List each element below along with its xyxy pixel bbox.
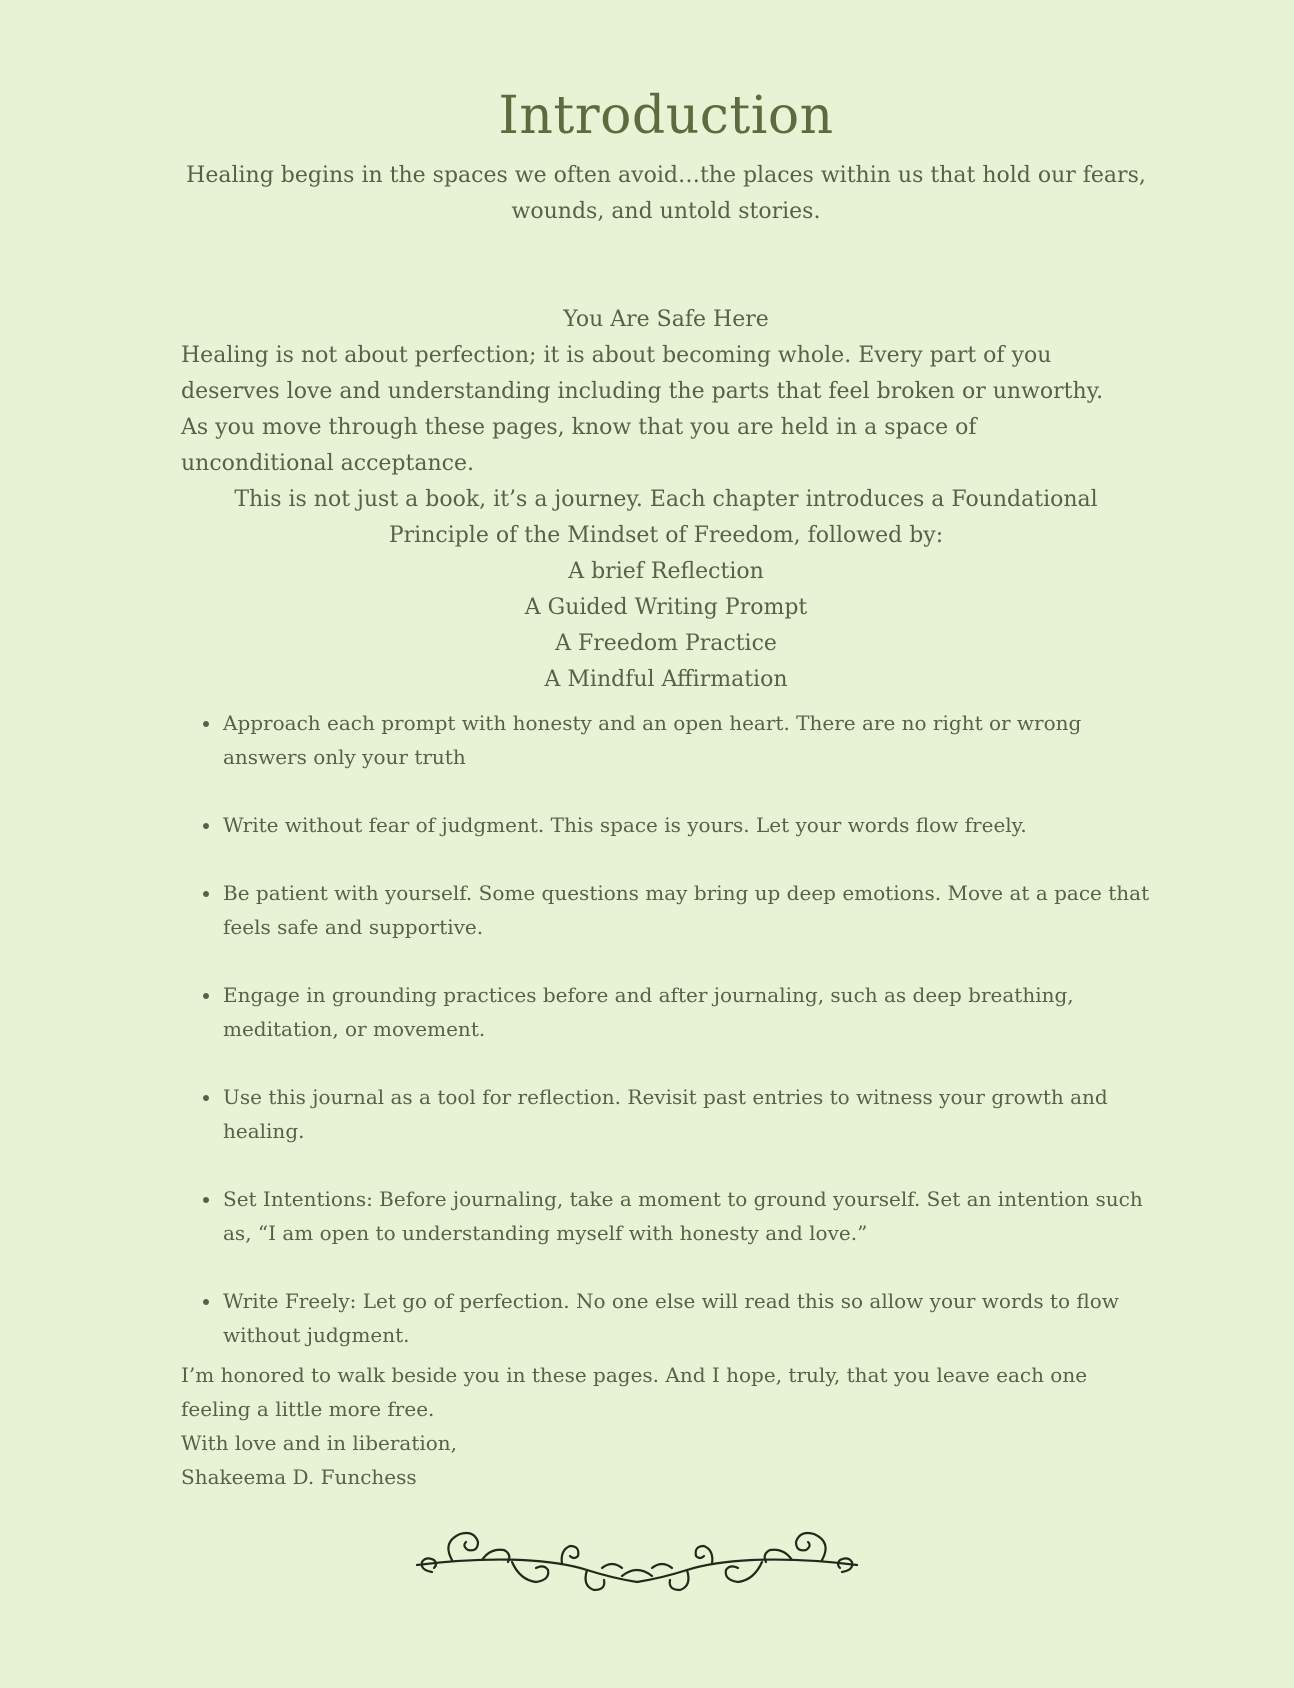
tip-item: Write without fear of judgment. This space is yours. Let your words flow freely. [223, 808, 1163, 842]
flourish-divider-icon [412, 1520, 862, 1600]
page-title: Introduction [498, 86, 834, 146]
section-heading-safe: You Are Safe Here [563, 307, 769, 332]
tip-item: Be patient with yourself. Some questions may bring up deep emotions. Move at a pace that feels safe and supportive. [223, 876, 1163, 944]
journey-intro: This is not just a book, it’s a journey. Each chapter introduces a Foundational Principle of the Mindset of Freedom, followed by: [234, 487, 1098, 548]
tip-item: Use this journal as a tool for reflection. Revisit past entries to witness your growth and healing. [223, 1080, 1163, 1148]
journey-item: A Guided Writing Prompt [524, 595, 808, 620]
closing-line: I’m honored to walk beside you in these pages. And I hope, truly, that you leave each one feeling a little more free. [181, 1363, 1088, 1421]
journey-list [181, 554, 1151, 698]
tip-item: Set Intentions: Before journaling, take a moment to ground yourself. Set an intention such as, “I am open to understanding myself with honesty and love.” [223, 1182, 1163, 1250]
closing-salutation: With love and in liberation, [181, 1431, 458, 1455]
tip-item: Approach each prompt with honesty and an open heart. There are no right or wrong answers only your truth [223, 706, 1163, 774]
journey-item: A Freedom Practice [555, 631, 777, 656]
tip-item: Write Freely: Let go of perfection. No one else will read this so allow your words to flow without judgment. [223, 1284, 1163, 1352]
subtitle: Healing begins in the spaces we often avoid…the places within us that hold our fears, wounds, and untold stories. [186, 163, 1146, 224]
tip-item: Engage in grounding practices before and after journaling, such as deep breathing, meditation, or movement. [223, 978, 1163, 1046]
signature: Shakeema D. Funchess [181, 1465, 417, 1489]
section-body-safe: Healing is not about perfection; it is about becoming whole. Every part of you deserves love and understanding including the parts that feel broken or unworthy. As you move through these pages, know that you are held in a space of unconditional acceptance. [181, 343, 1104, 476]
closing [181, 1358, 1151, 1494]
journey-item: A Mindful Affirmation [544, 667, 788, 692]
tips-list [223, 706, 1163, 1386]
journey-item: A brief Reflection [568, 559, 764, 584]
